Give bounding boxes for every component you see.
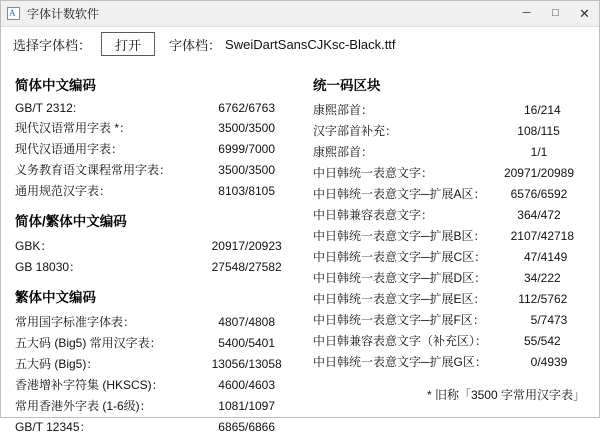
row-count: 1081 <box>218 399 245 413</box>
row-count: 5400 <box>218 336 245 350</box>
file-toolbar <box>1 27 599 61</box>
row-count: 55 <box>523 334 538 348</box>
row-total: /3500 <box>245 121 276 135</box>
minimize-icon[interactable]: ─ <box>522 7 531 19</box>
table-row <box>313 309 589 330</box>
table-row <box>15 374 307 395</box>
row-total: /1 <box>537 145 548 159</box>
row-label: 通用规范汉字表： <box>15 184 112 198</box>
row-label: 五大码 (Big5)： <box>15 357 99 371</box>
row-total: /4808 <box>245 315 276 329</box>
row-count: 34 <box>523 271 538 285</box>
row-count: 1 <box>530 145 538 159</box>
row-count: 112 <box>518 292 538 306</box>
close-icon[interactable]: ✕ <box>579 6 590 21</box>
row-count: 4807 <box>218 315 245 329</box>
row-count: 13056 <box>211 357 245 371</box>
row-count: 6865 <box>218 420 245 434</box>
table-row <box>313 204 589 225</box>
row-count: 6762 <box>218 101 245 115</box>
table-row <box>313 288 589 309</box>
choose-font-label: 选择字体档： <box>13 37 92 53</box>
window-title: 字体计数软件 <box>27 7 100 21</box>
row-count: 3500 <box>218 163 245 177</box>
row-count: 20971 <box>503 166 538 180</box>
row-label: 现代汉语常用字表 *： <box>15 121 132 135</box>
open-button[interactable]: 打开 <box>101 32 155 56</box>
section-title-unicode-blocks: 统一码区块 <box>313 78 381 93</box>
row-total: /6592 <box>537 187 568 201</box>
row-label: GB 18030： <box>15 260 82 274</box>
row-label: 常用国字标准字体表： <box>15 315 136 329</box>
table-row <box>313 162 589 183</box>
font-file-name: SweiDartSansCJKsc-Black.ttf <box>225 36 396 52</box>
table-row <box>15 180 307 201</box>
table-row <box>313 351 589 372</box>
row-total: /214 <box>537 103 561 117</box>
row-label: 康熙部首： <box>313 103 374 117</box>
row-total: /472 <box>537 208 561 222</box>
row-label: 常用香港外字表 (1-6级)： <box>15 399 152 413</box>
table-row <box>15 159 307 180</box>
row-count: 3500 <box>218 121 245 135</box>
row-total: /27582 <box>245 260 282 274</box>
table-simplified <box>15 99 307 201</box>
footnote: * 旧称「3500 字常用汉字表」 <box>426 388 585 402</box>
table-row <box>313 246 589 267</box>
row-total: /5762 <box>537 292 568 306</box>
row-label: GB/T 12345： <box>15 420 92 434</box>
row-total: /7000 <box>245 142 276 156</box>
table-unicode-blocks <box>313 99 589 372</box>
row-count: 20917 <box>211 239 245 253</box>
table-simplified-traditional <box>15 235 307 277</box>
row-total: /8105 <box>245 184 276 198</box>
row-count: 6576 <box>510 187 538 201</box>
section-title-simplified-traditional: 简体/繁体中文编码 <box>15 214 127 229</box>
window-controls <box>512 1 599 27</box>
row-label: 中日韩统一表意文字─扩展E区： <box>313 292 486 306</box>
row-count: 2107 <box>510 229 538 243</box>
section-title-traditional: 繁体中文编码 <box>15 290 96 305</box>
row-total: /4603 <box>245 378 276 392</box>
table-row <box>313 225 589 246</box>
row-count: 5 <box>530 313 538 327</box>
table-row <box>15 395 307 416</box>
row-count: 47 <box>523 250 538 264</box>
row-count: 4600 <box>218 378 245 392</box>
left-column <box>15 65 307 437</box>
row-total: /5401 <box>245 336 276 350</box>
row-label: 中日韩统一表意文字： <box>313 166 434 180</box>
row-total: /3500 <box>245 163 276 177</box>
row-total: /222 <box>537 271 561 285</box>
row-total: /6763 <box>245 101 276 115</box>
row-count: 108 <box>517 124 538 138</box>
table-traditional <box>15 311 307 437</box>
row-label: GBK： <box>15 239 53 253</box>
row-label: 中日韩统一表意文字─扩展B区： <box>313 229 486 243</box>
row-count: 8103 <box>218 184 245 198</box>
row-label: 中日韩统一表意文字─扩展G区： <box>313 355 487 369</box>
row-label: 义务教育语文课程常用字表： <box>15 163 172 177</box>
table-row <box>313 330 589 351</box>
font-app-icon: A <box>7 6 22 21</box>
table-row <box>313 267 589 288</box>
row-total: /1097 <box>245 399 276 413</box>
row-label: 中日韩兼容表意文字： <box>313 208 434 222</box>
row-total: /13058 <box>245 357 282 371</box>
row-total: /42718 <box>537 229 575 243</box>
table-row <box>15 332 307 353</box>
section-title-simplified: 简体中文编码 <box>15 78 96 93</box>
maximize-icon[interactable]: □ <box>552 7 559 19</box>
row-label: 中日韩统一表意文字─扩展A区： <box>313 187 486 201</box>
row-count: 0 <box>530 355 538 369</box>
row-count: 6999 <box>218 142 245 156</box>
row-total: /4149 <box>537 250 568 264</box>
row-total: /6866 <box>245 420 276 434</box>
table-row <box>15 311 307 332</box>
row-count: 16 <box>523 103 538 117</box>
statistics-content <box>1 61 599 437</box>
row-label: 中日韩兼容表意文字（补充区）： <box>313 334 488 348</box>
table-row <box>15 99 307 117</box>
row-total: /115 <box>537 124 560 138</box>
row-total: /542 <box>537 334 561 348</box>
row-label: 汉字部首补充： <box>313 124 398 138</box>
row-label: 香港增补字符集 (HKSCS)： <box>15 378 164 392</box>
title-bar <box>1 1 599 27</box>
row-count: 27548 <box>211 260 245 274</box>
table-row <box>15 416 307 437</box>
table-row <box>15 138 307 159</box>
row-label: 中日韩统一表意文字─扩展F区： <box>313 313 485 327</box>
row-count: 364 <box>517 208 538 222</box>
row-label: 现代汉语通用字表： <box>15 142 124 156</box>
table-row <box>313 120 589 141</box>
font-file-label: 字体档： <box>169 37 222 53</box>
table-row <box>313 99 589 120</box>
table-row <box>15 353 307 374</box>
table-row <box>313 183 589 204</box>
row-label: 中日韩统一表意文字─扩展D区： <box>313 271 487 285</box>
row-total: /20989 <box>537 166 575 180</box>
row-label: 中日韩统一表意文字─扩展C区： <box>313 250 487 264</box>
table-row <box>15 117 307 138</box>
row-label: GB/T 2312: <box>15 101 77 115</box>
row-total: /4939 <box>537 355 568 369</box>
table-row <box>15 235 307 256</box>
table-row <box>15 256 307 277</box>
row-label: 五大码 (Big5) 常用汉字表： <box>15 336 162 350</box>
row-total: /20923 <box>245 239 282 253</box>
table-row <box>313 141 589 162</box>
right-column <box>307 65 589 437</box>
row-total: /7473 <box>537 313 568 327</box>
row-label: 康熙部首： <box>313 145 374 159</box>
